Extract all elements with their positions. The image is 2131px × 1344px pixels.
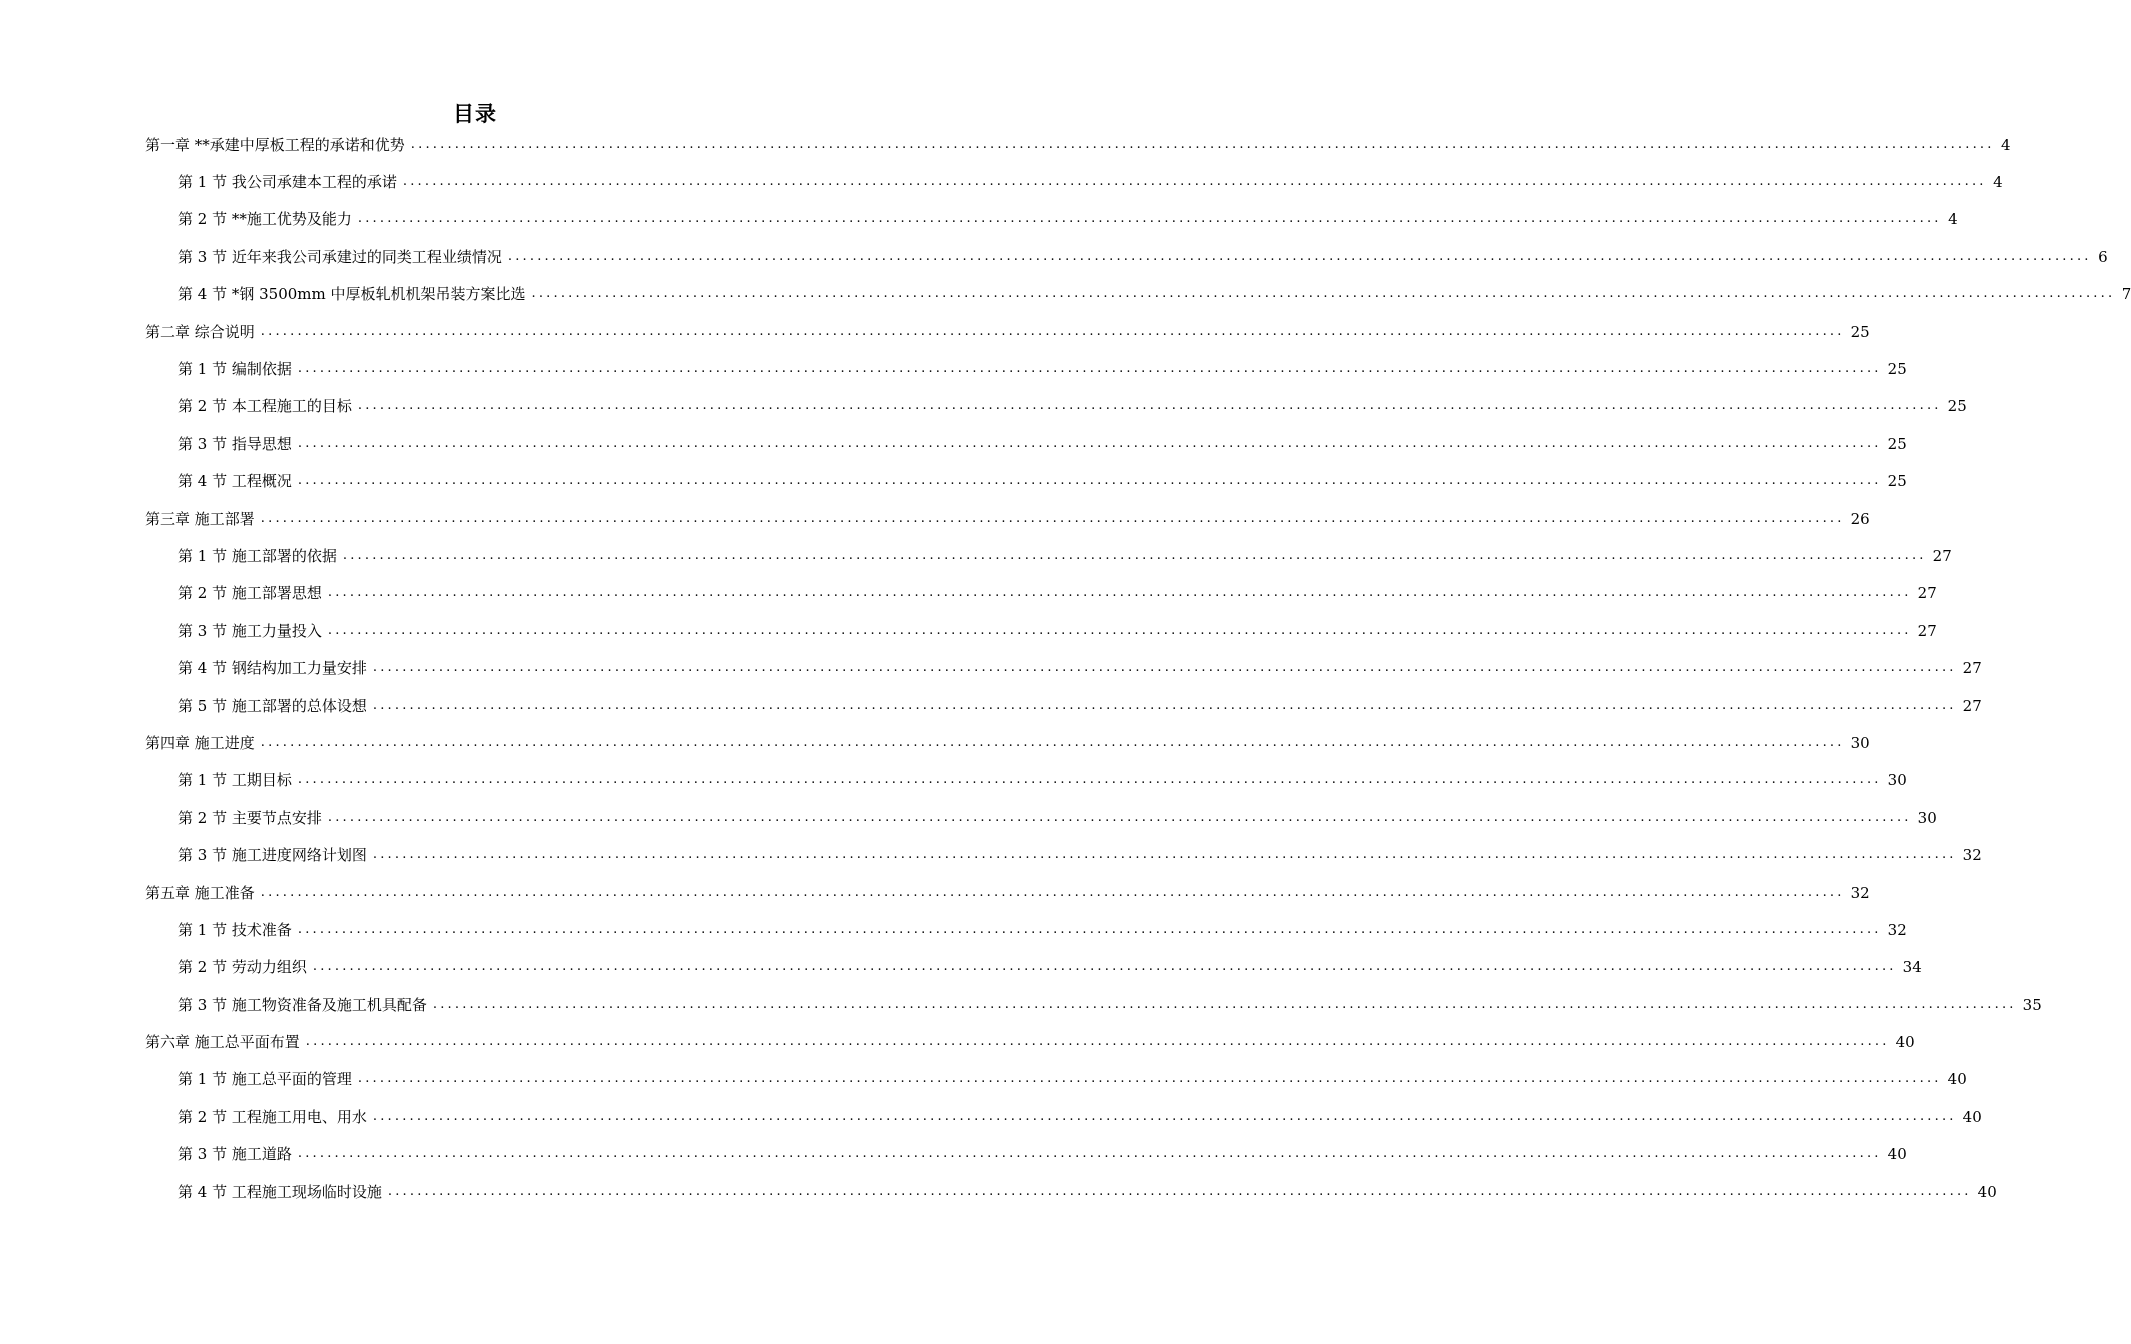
toc-page-number: 4 xyxy=(1993,173,2003,192)
toc-page-number: 40 xyxy=(1977,1182,1997,1201)
toc-page-number: 25 xyxy=(1850,322,1870,341)
dot-leader: ........................................................................................................................................................................................................................ xyxy=(305,1034,1890,1050)
toc-page-number: 25 xyxy=(1887,434,1907,453)
toc-section-entry[interactable] xyxy=(0,1098,1982,1135)
toc-page-number: 27 xyxy=(1917,584,1937,603)
dot-leader: ........................................................................................................................................................................................................................ xyxy=(297,1146,1882,1162)
toc-section-entry[interactable] xyxy=(0,687,1982,724)
toc-page-number: 25 xyxy=(1887,472,1907,491)
dot-leader: ........................................................................................................................................................................................................................ xyxy=(372,1108,1957,1124)
toc-entry-label: 第 3 节 指导思想 xyxy=(178,434,292,453)
toc-section-entry[interactable] xyxy=(0,949,1922,986)
dot-leader: ........................................................................................................................................................................................................................ xyxy=(372,847,1957,863)
dot-leader: ........................................................................................................................................................................................................................ xyxy=(372,660,1957,676)
toc-section-entry[interactable] xyxy=(0,238,2108,275)
toc-page-number: 40 xyxy=(1887,1145,1907,1164)
toc-title: 目录 xyxy=(453,102,497,127)
dot-leader: ........................................................................................................................................................................................................................ xyxy=(342,547,1927,563)
toc-section-entry[interactable] xyxy=(0,762,1907,799)
toc-page-number: 32 xyxy=(1850,883,1870,902)
toc-page-number: 4 xyxy=(2001,135,2011,154)
toc-entry-label: 第 1 节 工期目标 xyxy=(178,771,292,790)
toc-page-number: 25 xyxy=(1887,360,1907,379)
toc-chapter-entry[interactable] xyxy=(0,313,1870,350)
dot-leader: ........................................................................................................................................................................................................................ xyxy=(507,248,2092,264)
toc-section-entry[interactable] xyxy=(0,649,1982,686)
toc-section-entry[interactable] xyxy=(0,201,1958,238)
toc-section-entry[interactable] xyxy=(0,463,1907,500)
toc-page-number: 32 xyxy=(1887,920,1907,939)
dot-leader: ........................................................................................................................................................................................................................ xyxy=(402,174,1987,190)
toc-page-number: 25 xyxy=(1947,397,1967,416)
dot-leader: ........................................................................................................................................................................................................................ xyxy=(297,473,1882,489)
toc-entry-label: 第一章 **承建中厚板工程的承诺和优势 xyxy=(145,135,405,154)
dot-leader: ........................................................................................................................................................................................................................ xyxy=(260,734,1845,750)
toc-entry-label: 第 1 节 施工部署的依据 xyxy=(178,546,337,565)
toc-section-entry[interactable] xyxy=(0,575,1937,612)
dot-leader: ........................................................................................................................................................................................................................ xyxy=(297,435,1882,451)
toc-section-entry[interactable] xyxy=(0,350,1907,387)
toc-section-entry[interactable] xyxy=(0,1173,1997,1210)
dot-leader: ........................................................................................................................................................................................................................ xyxy=(260,323,1845,339)
toc-entry-label: 第 2 节 **施工优势及能力 xyxy=(178,210,352,229)
dot-leader: ........................................................................................................................................................................................................................ xyxy=(297,772,1882,788)
toc-page-number: 40 xyxy=(1962,1107,1982,1126)
toc-page-number: 6 xyxy=(2098,247,2108,266)
toc-section-entry[interactable] xyxy=(0,425,1907,462)
toc-entry-label: 第 5 节 施工部署的总体设想 xyxy=(178,696,367,715)
toc-entry-label: 第三章 施工部署 xyxy=(145,509,255,528)
toc-page-number: 32 xyxy=(1962,846,1982,865)
toc-entry-label: 第 3 节 施工物资准备及施工机具配备 xyxy=(178,995,427,1014)
toc-section-entry[interactable] xyxy=(0,1061,1967,1098)
toc-page-number: 34 xyxy=(1902,958,1922,977)
toc-page-number: 35 xyxy=(2022,995,2042,1014)
toc-page-number: 40 xyxy=(1947,1070,1967,1089)
toc-section-entry[interactable] xyxy=(0,1136,1907,1173)
toc-entry-label: 第 2 节 主要节点安排 xyxy=(178,808,322,827)
toc-page-number: 27 xyxy=(1962,659,1982,678)
toc-section-entry[interactable] xyxy=(0,388,1967,425)
toc-chapter-entry[interactable] xyxy=(0,874,1870,911)
dot-leader: ........................................................................................................................................................................................................................ xyxy=(357,1071,1942,1087)
toc-entry-label: 第五章 施工准备 xyxy=(145,883,255,902)
toc-chapter-entry[interactable] xyxy=(0,500,1870,537)
toc-page-number: 27 xyxy=(1917,621,1937,640)
toc-entry-label: 第六章 施工总平面布置 xyxy=(145,1033,300,1052)
toc-page-number: 30 xyxy=(1917,808,1937,827)
dot-leader: ........................................................................................................................................................................................................................ xyxy=(297,921,1882,937)
toc-page-number: 4 xyxy=(1948,210,1958,229)
toc-section-entry[interactable] xyxy=(0,163,2003,200)
dot-leader: ........................................................................................................................................................................................................................ xyxy=(312,959,1897,975)
toc-page-number: 27 xyxy=(1932,546,1952,565)
dot-leader: ........................................................................................................................................................................................................................ xyxy=(387,1183,1972,1199)
dot-leader: ........................................................................................................................................................................................................................ xyxy=(357,211,1942,227)
toc-chapter-entry[interactable] xyxy=(0,1023,1915,1060)
toc-page-number: 30 xyxy=(1850,733,1870,752)
toc-entry-label: 第二章 综合说明 xyxy=(145,322,255,341)
dot-leader: ........................................................................................................................................................................................................................ xyxy=(372,697,1957,713)
toc-page-number: 7 xyxy=(2121,285,2131,304)
toc-section-entry[interactable] xyxy=(0,911,1907,948)
dot-leader: ........................................................................................................................................................................................................................ xyxy=(357,398,1942,414)
toc-section-entry[interactable] xyxy=(0,612,1937,649)
dot-leader: ........................................................................................................................................................................................................................ xyxy=(432,996,2017,1012)
toc-section-entry[interactable] xyxy=(0,276,2131,313)
table-of-contents xyxy=(0,126,2131,1210)
toc-page-number: 26 xyxy=(1850,509,1870,528)
dot-leader: ........................................................................................................................................................................................................................ xyxy=(327,585,1912,601)
toc-section-entry[interactable] xyxy=(0,986,2042,1023)
toc-entry-label: 第 4 节 *钢 3500mm 中厚板轧机机架吊装方案比选 xyxy=(178,285,526,304)
dot-leader: ........................................................................................................................................................................................................................ xyxy=(531,286,2116,302)
toc-entry-label: 第 2 节 工程施工用电、用水 xyxy=(178,1107,367,1126)
toc-section-entry[interactable] xyxy=(0,836,1982,873)
toc-entry-label: 第 2 节 本工程施工的目标 xyxy=(178,397,352,416)
toc-entry-label: 第 1 节 技术准备 xyxy=(178,920,292,939)
toc-entry-label: 第四章 施工进度 xyxy=(145,733,255,752)
dot-leader: ........................................................................................................................................................................................................................ xyxy=(297,361,1882,377)
toc-entry-label: 第 3 节 施工进度网络计划图 xyxy=(178,846,367,865)
dot-leader: ........................................................................................................................................................................................................................ xyxy=(327,809,1912,825)
toc-entry-label: 第 4 节 工程施工现场临时设施 xyxy=(178,1182,382,1201)
dot-leader: ........................................................................................................................................................................................................................ xyxy=(260,884,1845,900)
toc-entry-label: 第 4 节 钢结构加工力量安排 xyxy=(178,659,367,678)
toc-entry-label: 第 3 节 近年来我公司承建过的同类工程业绩情况 xyxy=(178,247,502,266)
toc-entry-label: 第 2 节 施工部署思想 xyxy=(178,584,322,603)
dot-leader: ........................................................................................................................................................................................................................ xyxy=(327,622,1912,638)
toc-page-number: 27 xyxy=(1962,696,1982,715)
toc-entry-label: 第 1 节 我公司承建本工程的承诺 xyxy=(178,173,397,192)
toc-entry-label: 第 1 节 编制依据 xyxy=(178,360,292,379)
toc-page-number: 30 xyxy=(1887,771,1907,790)
toc-section-entry[interactable] xyxy=(0,537,1952,574)
toc-entry-label: 第 2 节 劳动力组织 xyxy=(178,958,307,977)
toc-chapter-entry[interactable] xyxy=(0,126,2011,163)
toc-entry-label: 第 3 节 施工道路 xyxy=(178,1145,292,1164)
dot-leader: ........................................................................................................................................................................................................................ xyxy=(260,510,1845,526)
dot-leader: ........................................................................................................................................................................................................................ xyxy=(410,136,1995,152)
toc-entry-label: 第 1 节 施工总平面的管理 xyxy=(178,1070,352,1089)
toc-page-number: 40 xyxy=(1895,1033,1915,1052)
toc-entry-label: 第 3 节 施工力量投入 xyxy=(178,621,322,640)
toc-entry-label: 第 4 节 工程概况 xyxy=(178,472,292,491)
toc-chapter-entry[interactable] xyxy=(0,724,1870,761)
toc-section-entry[interactable] xyxy=(0,799,1937,836)
